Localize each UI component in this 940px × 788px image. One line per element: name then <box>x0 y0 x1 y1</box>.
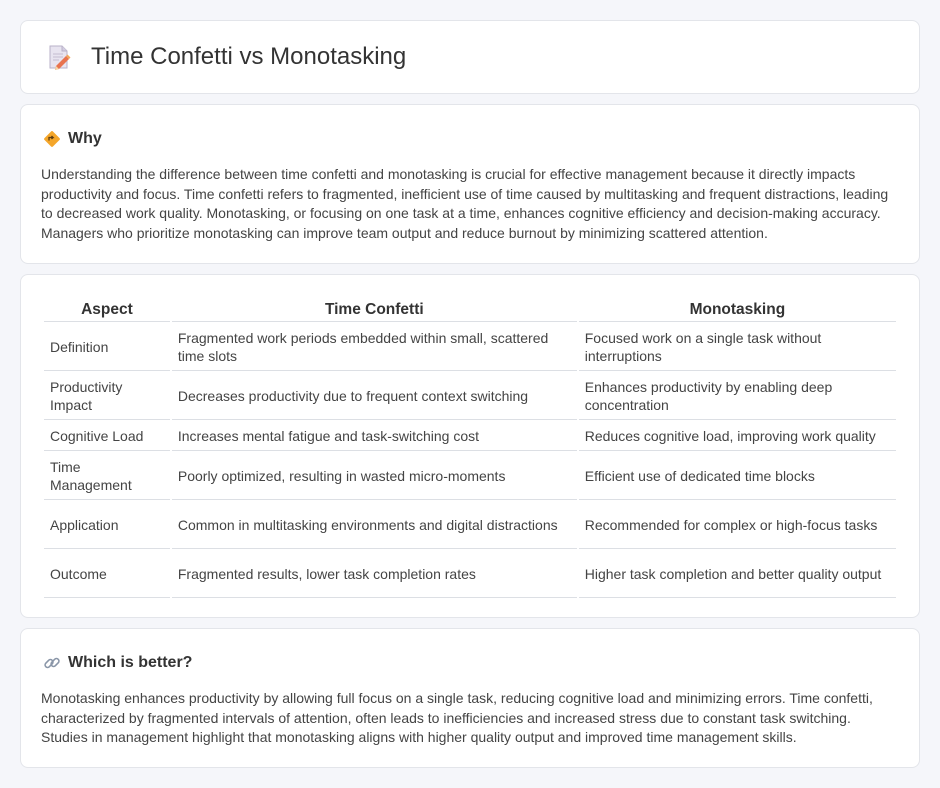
link-icon <box>43 654 61 672</box>
aspect-cell: Definition <box>44 323 170 371</box>
page-title: Time Confetti vs Monotasking <box>91 43 407 70</box>
table-row <box>44 372 896 420</box>
which-is-better-text: Monotasking enhances productivity by allowing full focus on a single task, reducing cognitive load and minimizing errors. Time confetti, characterized by fragmented intervals of attention, often leads to inefficiencies and increased stress due to constant task switching. Studies in management highlight that monotasking aligns with higher quality output and improved time management skills. <box>41 690 873 745</box>
monotasking-cell: Efficient use of dedicated time blocks <box>579 452 896 500</box>
diamond-sign-icon <box>43 130 61 148</box>
monotasking-cell: Enhances productivity by enabling deep concentration <box>579 372 896 420</box>
header-time-confetti: Time Confetti <box>172 296 577 322</box>
table-row <box>44 452 896 500</box>
table-row <box>44 323 896 371</box>
which-is-better-title: Which is better? <box>68 654 193 671</box>
comparison-table-card <box>20 274 920 618</box>
table-header-row <box>44 296 896 322</box>
time-confetti-cell: Increases mental fatigue and task-switching cost <box>172 421 577 451</box>
which-is-better-section <box>20 628 920 768</box>
why-text: Understanding the difference between time confetti and monotasking is crucial for effective management because it directly impacts productivity and focus. Time confetti refers to fragmented, inefficient use of time caused by multitasking and frequent distractions, leading to decreased work quality. Monotasking, or focusing on one task at a time, enhances cognitive efficiency and decision-making accuracy. Managers who prioritize monotasking can improve team output and reduce burnout by minimizing scattered attention. <box>41 166 889 241</box>
aspect-cell: Application <box>44 501 170 549</box>
monotasking-cell: Focused work on a single task without interruptions <box>579 323 896 371</box>
header-monotasking: Monotasking <box>579 296 896 322</box>
why-title: Why <box>68 130 102 147</box>
aspect-cell: Time Management <box>44 452 170 500</box>
header-card <box>20 20 920 94</box>
header-aspect: Aspect <box>44 296 170 322</box>
time-confetti-cell: Common in multitasking environments and digital distractions <box>172 501 577 549</box>
aspect-cell: Cognitive Load <box>44 421 170 451</box>
aspect-cell: Productivity Impact <box>44 372 170 420</box>
monotasking-cell: Higher task completion and better quality output <box>579 550 896 598</box>
comparison-table <box>42 295 898 599</box>
document-pencil-icon <box>47 44 71 70</box>
monotasking-cell: Reduces cognitive load, improving work quality <box>579 421 896 451</box>
time-confetti-cell: Decreases productivity due to frequent context switching <box>172 372 577 420</box>
time-confetti-cell: Fragmented work periods embedded within small, scattered time slots <box>172 323 577 371</box>
aspect-cell: Outcome <box>44 550 170 598</box>
monotasking-cell: Recommended for complex or high-focus tasks <box>579 501 896 549</box>
table-row <box>44 550 896 598</box>
table-row <box>44 421 896 451</box>
why-section <box>20 104 920 264</box>
time-confetti-cell: Poorly optimized, resulting in wasted micro-moments <box>172 452 577 500</box>
time-confetti-cell: Fragmented results, lower task completion rates <box>172 550 577 598</box>
table-row <box>44 501 896 549</box>
